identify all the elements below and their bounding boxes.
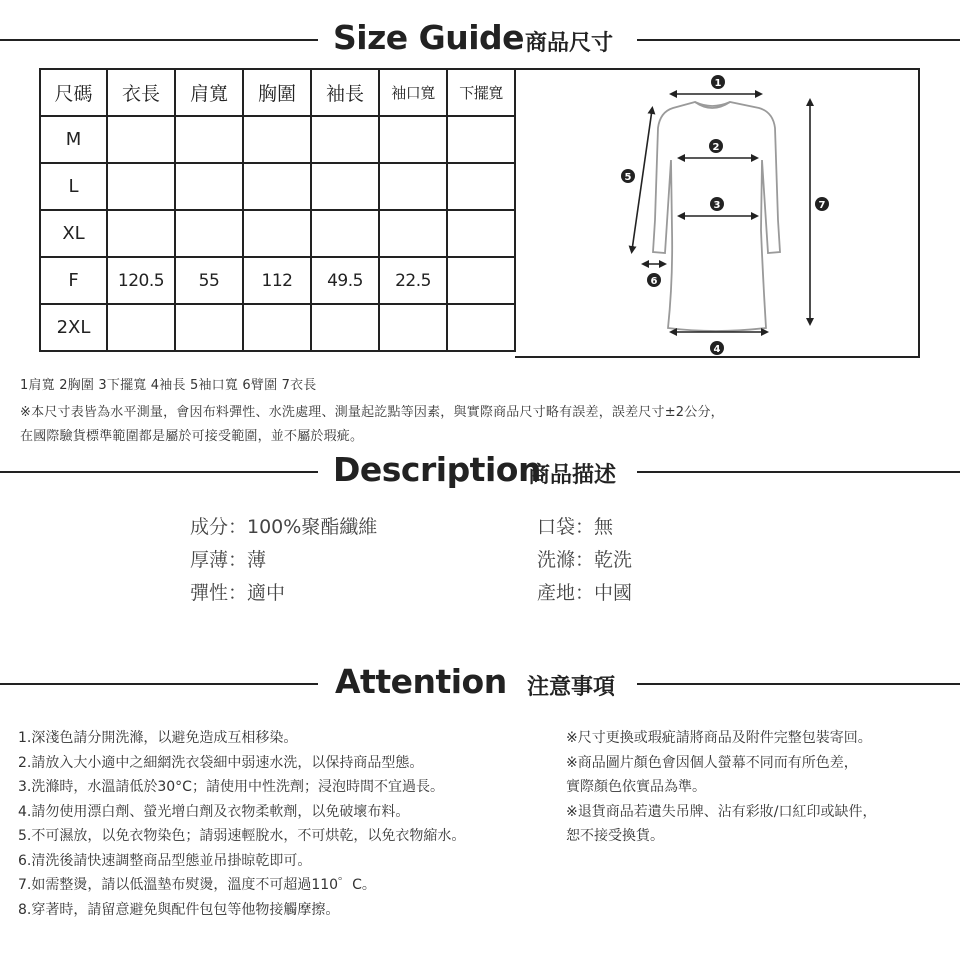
header-cuff: 袖口寬 [379,69,447,116]
svg-text:3: 3 [713,200,721,211]
spec-thickness: 厚薄：薄 [190,549,267,571]
list-item: 2.請放入大小適中之細網洗衣袋細中弱速水洗，以保持商品型態。 [18,754,424,771]
list-item: 6.清洗後請快速調整商品型態並吊掛晾乾即可。 [18,852,312,869]
table-row [40,210,515,257]
cell: 55 [175,257,243,304]
table-row [40,163,515,210]
header-rule-right [637,683,960,685]
spec-washing: 洗滌：乾洗 [537,549,633,571]
marker-4 [710,341,724,355]
table-row [40,257,515,304]
cell [447,163,515,210]
cell [107,116,175,163]
list-item: 恕不接受換貨。 [566,828,664,844]
marker-2 [709,139,723,153]
svg-text:7: 7 [818,200,826,211]
cell [379,304,447,351]
marker-6 [647,273,661,287]
header-size: 尺碼 [40,69,107,116]
cell [379,210,447,257]
list-item: 1.深淺色請分開洗滌，以避免造成互相移染。 [18,730,298,746]
cell [107,163,175,210]
care-instructions [18,726,465,922]
svg-text:2: 2 [712,142,720,153]
list-item: ※退貨商品若遺失吊牌、沾有彩妝/口紅印或缺件， [566,803,877,820]
cell [175,304,243,351]
header-rule-right [637,471,960,473]
marker-5 [621,169,635,183]
cell [243,163,311,210]
header-chest: 胸圍 [243,69,311,116]
cell [447,304,515,351]
cell [379,116,447,163]
cell [447,210,515,257]
attention-title: Attention [335,662,507,701]
size-table [39,68,516,352]
svg-text:1: 1 [714,78,722,89]
cell [447,116,515,163]
cell [243,116,311,163]
header-shoulder: 肩寬 [175,69,243,116]
description-title: Description [333,450,541,489]
spec-origin: 產地：中國 [537,582,633,604]
cell: 112 [243,257,311,304]
header-rule-right [637,39,960,41]
cell [175,163,243,210]
attention-header [0,664,960,704]
cell: 120.5 [107,257,175,304]
cell [311,210,379,257]
list-item: 7.如需整燙，請以低溫墊布熨燙，溫度不可超過110゜C。 [18,877,376,893]
cell: 22.5 [379,257,447,304]
list-item: ※尺寸更換或瑕疵請將商品及附件完整包裝寄回。 [566,730,872,746]
list-item: 4.請勿使用漂白劑、螢光增白劑及衣物柔軟劑，以免破壞布料。 [18,803,410,820]
size-guide-title: Size Guide [333,18,525,57]
svg-text:4: 4 [713,344,721,355]
table-row [40,116,515,163]
table-row [40,304,515,351]
size-note: 在國際驗貨標準範圍都是屬於可接受範圍，並不屬於瑕疵。 [20,429,364,444]
cell [311,163,379,210]
size-guide-title-zh: 商品尺寸 [525,31,614,56]
header-rule-left [0,471,318,473]
cell [311,116,379,163]
header-rule-left [0,683,318,685]
cell [447,257,515,304]
spec-pocket: 口袋：無 [537,516,614,538]
marker-3 [710,197,724,211]
size-note: ※本尺寸表皆為水平測量，會因布料彈性、水洗處理、測量起訖點等因素，與實際商品尺寸略有誤差，誤差尺寸±2公分， [20,405,724,420]
size-guide-header [0,20,960,60]
header-hem: 下擺寬 [447,69,515,116]
cell [311,304,379,351]
list-item: 5.不可濕放，以免衣物染色；請弱速輕脫水，不可烘乾，以免衣物縮水。 [18,828,466,844]
dress-diagram [515,68,920,358]
spec-elasticity: 彈性：適中 [190,582,286,604]
size-label: 2XL [40,304,107,351]
size-table-header-row [40,69,515,116]
header-length: 衣長 [107,69,175,116]
list-item: 實際顏色依實品為準。 [566,779,706,795]
cell [243,210,311,257]
cell [175,116,243,163]
list-item: 3.洗滌時，水溫請低於30°C；請使用中性洗劑；浸泡時間不宜過長。 [18,779,444,795]
marker-1 [711,75,725,89]
marker-7 [815,197,829,211]
spec-material: 成分：100%聚酯纖維 [190,516,378,538]
list-item: ※商品圖片顏色會因個人螢幕不同而有所色差， [566,754,858,771]
cell [379,163,447,210]
description-header [0,452,960,492]
size-label: M [40,116,107,163]
size-label: F [40,257,107,304]
size-label: L [40,163,107,210]
cell [175,210,243,257]
size-label: XL [40,210,107,257]
size-legend: 1肩寬 2胸圍 3下擺寬 4袖長 5袖口寬 6臂圍 7衣長 [20,378,317,393]
svg-text:6: 6 [650,276,658,287]
svg-text:5: 5 [624,172,632,183]
header-sleeve: 袖長 [311,69,379,116]
attention-title-zh: 注意事項 [527,675,616,700]
dress-diagram-svg [515,70,920,360]
cell [243,304,311,351]
cell: 49.5 [311,257,379,304]
cell [107,304,175,351]
header-rule-left [0,39,318,41]
description-title-zh: 商品描述 [528,463,617,488]
list-item: 8.穿著時，請留意避免與配件包包等他物接觸摩擦。 [18,901,340,918]
return-policy [566,726,876,849]
cell [107,210,175,257]
